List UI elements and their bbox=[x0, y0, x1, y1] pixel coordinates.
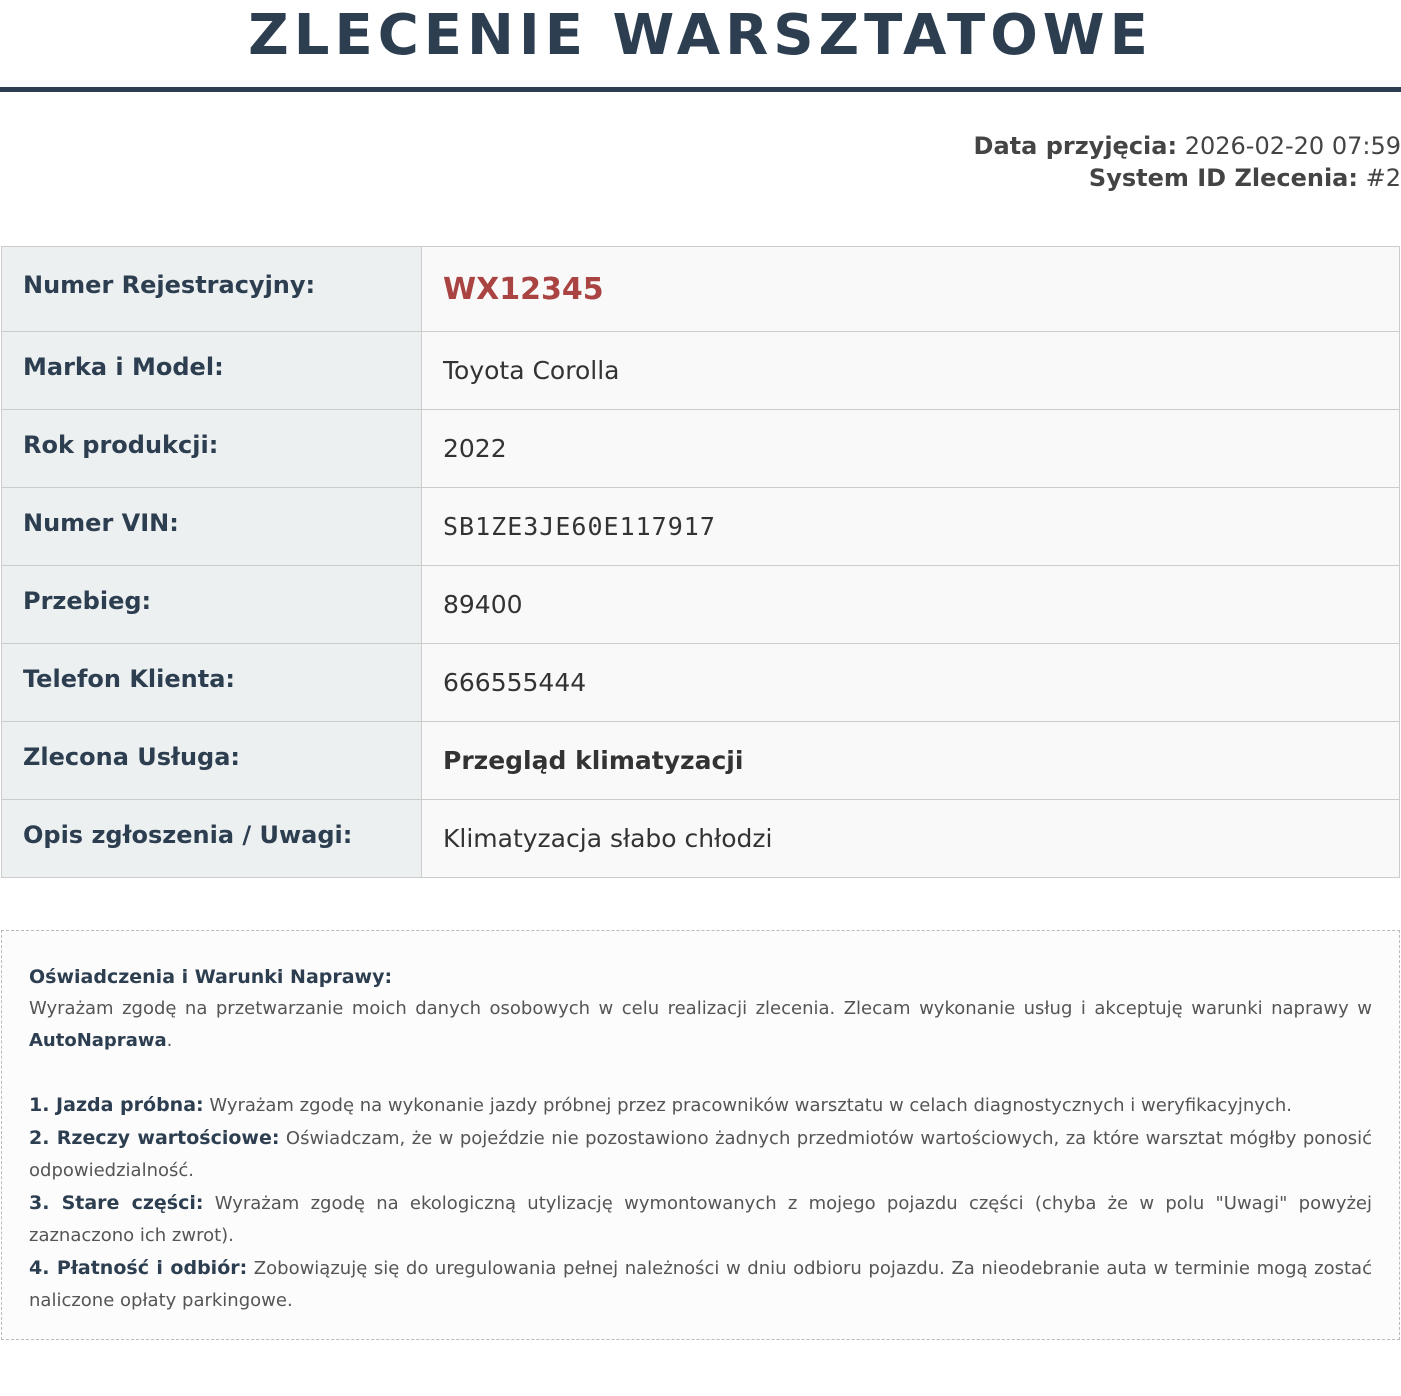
table-row-notes bbox=[2, 800, 1400, 878]
term-item-valuables bbox=[29, 1122, 1372, 1187]
term-label: 2. Rzeczy wartościowe: bbox=[29, 1127, 280, 1149]
document-title: ZLECENIE WARSZTATOWE bbox=[0, 0, 1401, 92]
vin-label: Numer VIN: bbox=[2, 488, 422, 566]
terms-intro bbox=[29, 993, 1372, 1057]
table-row-vin bbox=[2, 488, 1400, 566]
table-row-year bbox=[2, 410, 1400, 488]
service-label: Zlecona Usługa: bbox=[2, 722, 422, 800]
production-year-value: 2022 bbox=[422, 410, 1400, 488]
term-label: 3. Stare części: bbox=[29, 1192, 204, 1214]
notes-value: Klimatyzacja słabo chłodzi bbox=[422, 800, 1400, 878]
term-label: 4. Płatność i odbiór: bbox=[29, 1257, 248, 1279]
mileage-label: Przebieg: bbox=[2, 566, 422, 644]
registration-value: WX12345 bbox=[443, 271, 604, 307]
term-text: Wyrażam zgodę na ekologiczną utylizację wymontowanych z mojego pojazdu części (chyba że w polu "Uwagi" powyżej zaznaczono ich zwrot). bbox=[29, 1193, 1372, 1246]
table-row-mileage bbox=[2, 566, 1400, 644]
terms-title: Oświadczenia i Warunki Naprawy: bbox=[29, 966, 393, 988]
production-year-label: Rok produkcji: bbox=[2, 410, 422, 488]
client-phone-label: Telefon Klienta: bbox=[2, 644, 422, 722]
vin-cell bbox=[422, 488, 1400, 566]
company-name: AutoNaprawa bbox=[29, 1030, 167, 1051]
make-model-value: Toyota Corolla bbox=[422, 332, 1400, 410]
vehicle-info-table bbox=[1, 246, 1400, 878]
notes-label: Opis zgłoszenia / Uwagi: bbox=[2, 800, 422, 878]
term-item-test-drive bbox=[29, 1089, 1372, 1122]
term-text: Wyrażam zgodę na wykonanie jazdy próbnej przez pracowników warsztatu w celach diagnostycznych i weryfikacyjnych. bbox=[203, 1095, 1292, 1116]
term-item-old-parts bbox=[29, 1187, 1372, 1252]
service-value: Przegląd klimatyzacji bbox=[443, 746, 744, 775]
client-phone-value: 666555444 bbox=[422, 644, 1400, 722]
term-label: 1. Jazda próbna: bbox=[29, 1094, 204, 1116]
intake-date-label: Data przyjęcia: bbox=[973, 132, 1178, 160]
table-row-phone bbox=[2, 644, 1400, 722]
intake-date-row bbox=[974, 130, 1401, 162]
table-row-make-model bbox=[2, 332, 1400, 410]
order-id-row bbox=[974, 162, 1401, 194]
registration-cell bbox=[422, 247, 1400, 332]
service-cell bbox=[422, 722, 1400, 800]
table-row-registration bbox=[2, 247, 1400, 332]
order-meta bbox=[974, 130, 1401, 194]
term-item-payment bbox=[29, 1252, 1372, 1317]
order-id-label: System ID Zlecenia: bbox=[1088, 164, 1358, 192]
order-id-value: #2 bbox=[1365, 164, 1401, 192]
term-text: Oświadczam, że w pojeździe nie pozostawiono żadnych przedmiotów wartościowych, za które warsztat mógłby ponosić odpowiedzialność. bbox=[29, 1128, 1372, 1181]
intake-date-value: 2026-02-20 07:59 bbox=[1184, 132, 1401, 160]
term-text: Zobowiązuję się do uregulowania pełnej należności w dniu odbioru pojazdu. Za nieodebranie auta w terminie mogą zostać naliczone opłaty parkingowe. bbox=[29, 1258, 1372, 1311]
make-model-label: Marka i Model: bbox=[2, 332, 422, 410]
vin-value: SB1ZE3JE60E117917 bbox=[443, 512, 716, 541]
terms-intro-end: . bbox=[166, 1030, 173, 1051]
terms-box bbox=[1, 930, 1400, 1340]
table-row-service bbox=[2, 722, 1400, 800]
mileage-value: 89400 bbox=[422, 566, 1400, 644]
registration-label: Numer Rejestracyjny: bbox=[2, 247, 422, 332]
terms-intro-text: Wyrażam zgodę na przetwarzanie moich danych osobowych w celu realizacji zlecenia. Zlecam wykonanie usług i akceptuję warunki naprawy w bbox=[29, 998, 1372, 1019]
